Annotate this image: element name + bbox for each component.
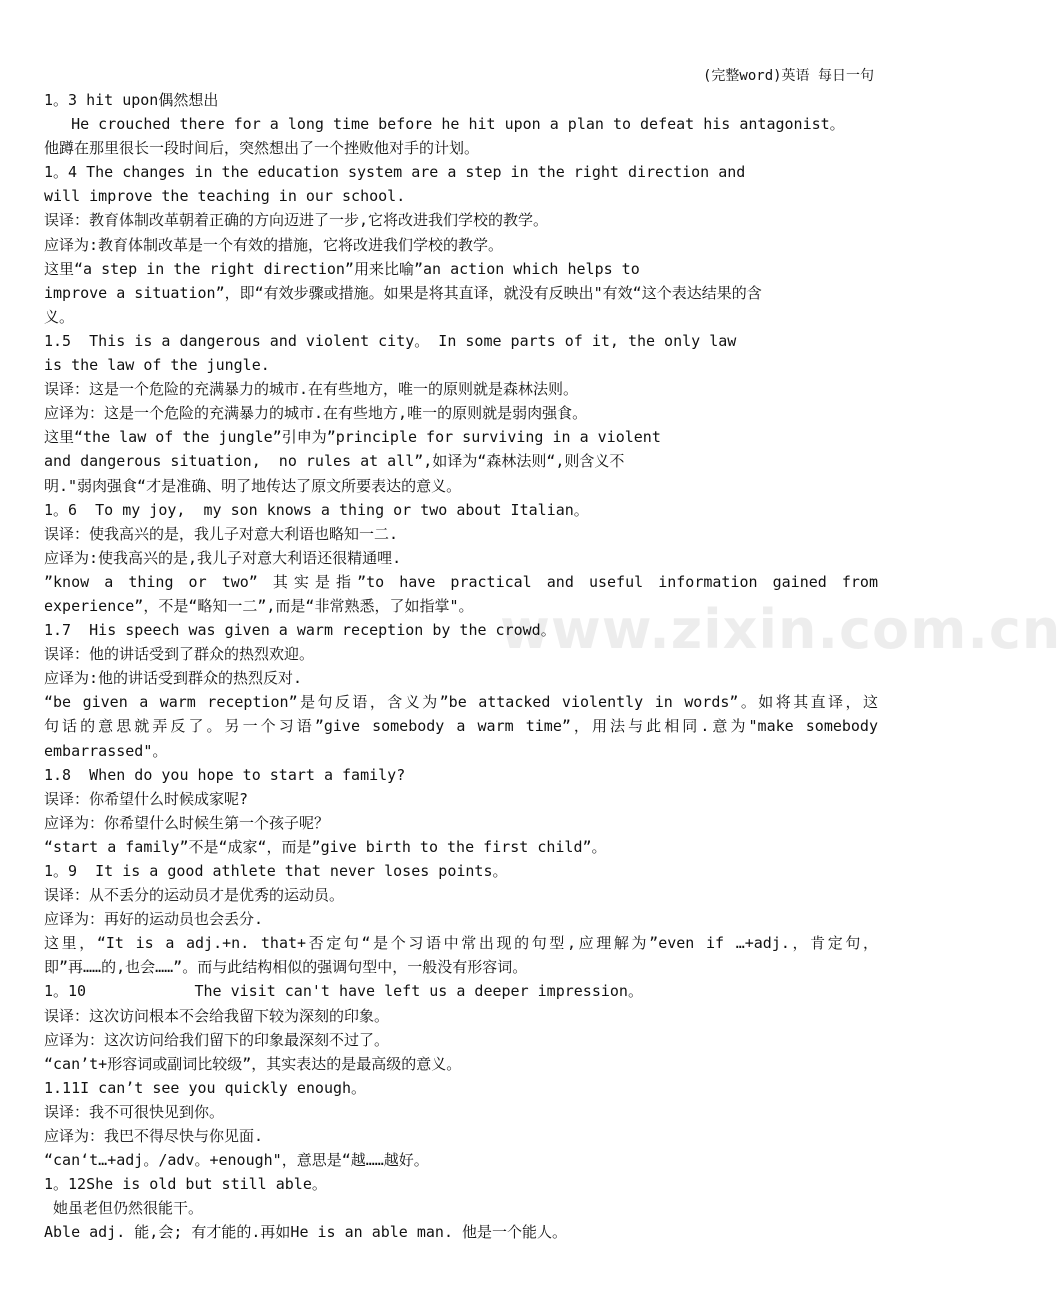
document-body: [44, 88, 878, 1245]
section-1-7-heading: 1.7 His speech was given a warm reception by the crowd。: [44, 621, 556, 640]
explanation-line: 这里“a step in the right direction”用来比喻”an action which helps to: [44, 259, 640, 278]
wrong-translation-line: 误译：他的讲话受到了群众的热烈欢迎。: [44, 645, 315, 664]
section-1-12-heading: 1。12She is old but still able。: [44, 1175, 327, 1194]
explanation-line: embarrassed"。: [44, 741, 168, 760]
wrong-translation-line: 误译：这是一个危险的充满暴力的城市.在有些地方，唯一的原则就是森林法则。: [44, 380, 579, 399]
correct-translation-line: 应译为：这次访问给我们留下的印象最深刻不过了。: [44, 1030, 390, 1049]
explanation-line: 义。: [44, 307, 75, 326]
page-header-title: (完整word)英语 每日一句: [702, 68, 874, 84]
explanation-line: improve a situation”，即“有效步骤或措施。如果是将其直译，就没有反映出"有效“这个表达结果的含: [44, 283, 762, 302]
explanation-line: ”know a thing or two” 其实是指”to have practical and useful information gained from: [44, 572, 878, 591]
correct-translation-line: 应译为：这是一个危险的充满暴力的城市.在有些地方,唯一的原则就是弱肉强食。: [44, 404, 588, 423]
section-1-9-heading: 1。9 It is a good athlete that never loses points。: [44, 862, 508, 880]
explanation-line: “can‘t…+adj。/adv。+enough"，意思是“越……越好。: [44, 1151, 429, 1170]
watermark: www.zixin.com.cn: [500, 598, 1061, 661]
explanation-line: “can’t+形容词或副词比较级”，其实表达的是最高级的意义。: [44, 1054, 462, 1073]
wrong-translation-line: 误译：我不可很快见到你。: [44, 1102, 225, 1121]
wrong-translation-line: 误译：使我高兴的是，我儿子对意大利语也略知一二.: [44, 524, 399, 543]
section-1-11-heading: 1.11I can’t see you quickly enough。: [44, 1078, 367, 1097]
explanation-line: 这里，“It is a adj.+n. that+否定句“是个习语中常出现的句型,应理解为”even if …+adj.，肯定句，: [44, 934, 878, 953]
wrong-translation-line: 误译：从不丢分的运动员才是优秀的运动员。: [44, 886, 345, 905]
explanation-line: “start a family”不是“成家“，而是”give birth to the first child”。: [44, 837, 607, 856]
wrong-translation-line: 误译：教育体制改革朝着正确的方向迈进了一步,它将改进我们学校的教学。: [44, 211, 549, 230]
correct-translation-line: 应译为：我巴不得尽快与你见面.: [44, 1127, 264, 1146]
correct-translation-line: 应译为：你希望什么时候生第一个孩子呢？: [44, 813, 330, 832]
correct-translation-line: 应译为:教育体制改革是一个有效的措施，它将改进我们学校的教学。: [44, 235, 504, 254]
section-1-10-heading: 1。10 The visit can't have left us a deeper impression。: [44, 982, 643, 1001]
section-1-3-heading: 1。3 hit upon偶然想出: [44, 91, 219, 109]
explanation-line: 即”再……的,也会……”。而与此结构相似的强调句型中，一般没有形容词。: [44, 958, 528, 977]
text-line: is the law of the jungle.: [44, 356, 270, 375]
section-1-4-heading: 1。4 The changes in the education system are a step in the right direction and: [44, 163, 746, 182]
explanation-line: “be given a warm reception”是句反语，含义为”be attacked violently in words”。如将其直译，这: [44, 693, 878, 712]
explanation-line: and dangerous situation, no rules at all”,如译为“森林法则“,则含义不: [44, 452, 625, 471]
explanation-line: 这里“the law of the jungle”引申为”principle for surviving in a violent: [44, 428, 661, 447]
explanation-line: experience”，不是“略知一二”,而是“非常熟悉，了如指掌"。: [44, 596, 474, 615]
section-1-5-heading: 1.5 This is a dangerous and violent city。 In some parts of it, the only law: [44, 331, 737, 350]
translation-line: 他蹲在那里很长一段时间后，突然想出了一个挫败他对手的计划。: [44, 139, 480, 158]
correct-translation-line: 应译为:使我高兴的是,我儿子对意大利语还很精通哩.: [44, 548, 402, 567]
wrong-translation-line: 误译：你希望什么时候成家呢?: [44, 789, 249, 808]
explanation-line: Able adj. 能,会; 有才能的.再如He is an able man. 他是一个能人。: [44, 1223, 568, 1242]
translation-line: 她虽老但仍然很能干。: [44, 1199, 204, 1218]
text-line: will improve the teaching in our school.: [44, 187, 406, 206]
section-1-6-heading: 1。6 To my joy, my son knows a thing or two about Italian。: [44, 500, 589, 519]
explanation-line: 明."弱肉强食“才是准确、明了地传达了原文所要表达的意义。: [44, 476, 462, 495]
explanation-line: 句话的意思就弄反了。另一个习语”give somebody a warm time”，用法与此相同.意为"make somebody: [44, 717, 878, 736]
wrong-translation-line: 误译：这次访问根本不会给我留下较为深刻的印象。: [44, 1006, 390, 1025]
correct-translation-line: 应译为:他的讲话受到群众的热烈反对.: [44, 669, 303, 688]
correct-translation-line: 应译为：再好的运动员也会丢分.: [44, 910, 264, 929]
example-sentence: He crouched there for a long time before he hit upon a plan to defeat his antagonist。: [44, 115, 845, 134]
section-1-8-heading: 1.8 When do you hope to start a family?: [44, 765, 406, 784]
